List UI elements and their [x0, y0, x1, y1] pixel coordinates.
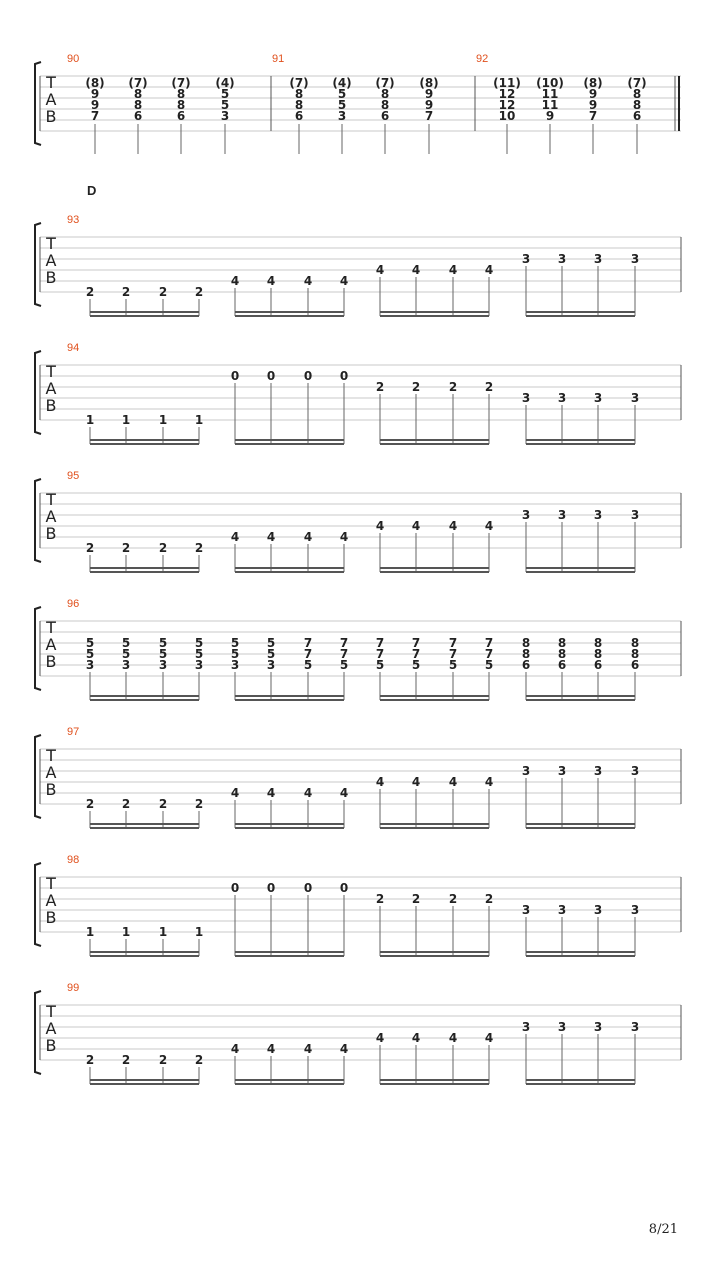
fret-number: 4 [230, 1042, 240, 1056]
fret-number: 3 [521, 252, 531, 266]
fret-number: 6 [557, 658, 567, 672]
fret-number: 8 [630, 636, 640, 650]
fret-number: 5 [194, 647, 204, 661]
bar-number: 92 [476, 53, 489, 65]
fret-number: 4 [339, 1042, 349, 1056]
fret-number: 5 [220, 98, 230, 112]
fret-number: 12 [498, 98, 516, 112]
tab-clef-letter: B [45, 396, 57, 415]
fret-number: 2 [375, 892, 385, 906]
fret-number: 3 [266, 658, 276, 672]
fret-number: 7 [303, 636, 313, 650]
fret-number: 4 [266, 530, 276, 544]
fret-number: 2 [85, 541, 95, 555]
fret-number: 8 [380, 87, 390, 101]
tab-clef-letter: A [45, 635, 57, 654]
bar-number: 98 [67, 854, 80, 866]
fret-number: 0 [339, 881, 349, 895]
fret-number: 3 [557, 1020, 567, 1034]
bar-number: 96 [67, 598, 80, 610]
fret-number: (8) [85, 76, 105, 90]
bar-number: 97 [67, 726, 80, 738]
fret-number: 4 [411, 775, 421, 789]
staff-system [35, 726, 681, 828]
fret-number: 4 [339, 786, 349, 800]
fret-number: 7 [339, 647, 349, 661]
fret-number: 4 [230, 530, 240, 544]
fret-number: 7 [424, 109, 434, 123]
tab-clef-letter: T [46, 362, 56, 381]
fret-number: 4 [448, 775, 458, 789]
fret-number: 1 [121, 925, 131, 939]
fret-number: 3 [521, 508, 531, 522]
fret-number: 0 [266, 881, 276, 895]
fret-number: 5 [158, 636, 168, 650]
fret-number: 2 [121, 1053, 131, 1067]
fret-number: (4) [215, 76, 235, 90]
fret-number: 12 [498, 87, 516, 101]
fret-number: 7 [484, 647, 494, 661]
fret-number: 8 [630, 647, 640, 661]
fret-number: 4 [484, 775, 494, 789]
fret-number: 7 [411, 647, 421, 661]
fret-number: 3 [630, 508, 640, 522]
fret-number: 4 [230, 786, 240, 800]
fret-number: 9 [90, 98, 100, 112]
fret-number: 3 [85, 658, 95, 672]
fret-number: 5 [85, 636, 95, 650]
fret-number: 4 [303, 1042, 313, 1056]
fret-number: 0 [303, 881, 313, 895]
fret-number: 5 [411, 658, 421, 672]
fret-number: 5 [194, 636, 204, 650]
tab-clef-letter: B [45, 268, 57, 287]
fret-number: (7) [375, 76, 395, 90]
fret-number: 4 [411, 519, 421, 533]
fret-number: 2 [85, 797, 95, 811]
fret-number: 3 [593, 391, 603, 405]
fret-number: 4 [303, 274, 313, 288]
tab-clef-letter: A [45, 90, 57, 109]
staff-system [35, 342, 681, 444]
fret-number: 8 [380, 98, 390, 112]
tab-clef-letter: T [46, 874, 56, 893]
fret-number: 7 [484, 636, 494, 650]
fret-number: 3 [337, 109, 347, 123]
fret-number: 7 [448, 636, 458, 650]
staff-system [35, 854, 681, 956]
section-marker: D [87, 183, 97, 198]
tab-clef-letter: A [45, 763, 57, 782]
fret-number: 1 [158, 925, 168, 939]
fret-number: 9 [545, 109, 555, 123]
fret-number: 6 [521, 658, 531, 672]
fret-number: 8 [593, 636, 603, 650]
fret-number: 2 [194, 797, 204, 811]
fret-number: 2 [85, 285, 95, 299]
staff-system [35, 470, 681, 572]
fret-number: 3 [121, 658, 131, 672]
fret-number: 2 [448, 380, 458, 394]
fret-number: 5 [448, 658, 458, 672]
fret-number: 7 [339, 636, 349, 650]
fret-number: (11) [493, 76, 521, 90]
fret-number: 4 [484, 519, 494, 533]
fret-number: 2 [375, 380, 385, 394]
fret-number: 5 [303, 658, 313, 672]
fret-number: 5 [121, 647, 131, 661]
fret-number: 3 [593, 508, 603, 522]
tab-clef-letter: T [46, 618, 56, 637]
fret-number: 4 [484, 263, 494, 277]
fret-number: 0 [230, 369, 240, 383]
fret-number: 7 [411, 636, 421, 650]
fret-number: 4 [266, 1042, 276, 1056]
fret-number: 7 [90, 109, 100, 123]
tab-clef-letter: T [46, 1002, 56, 1021]
fret-number: 8 [133, 87, 143, 101]
fret-number: 0 [230, 881, 240, 895]
fret-number: 8 [294, 98, 304, 112]
fret-number: 3 [557, 391, 567, 405]
fret-number: 3 [630, 764, 640, 778]
staff-system [35, 53, 681, 154]
fret-number: 4 [448, 263, 458, 277]
fret-number: 0 [339, 369, 349, 383]
fret-number: 4 [375, 519, 385, 533]
tab-clef-letter: T [46, 73, 56, 92]
fret-number: 2 [194, 541, 204, 555]
fret-number: 8 [133, 98, 143, 112]
fret-number: (7) [627, 76, 647, 90]
bar-number: 94 [67, 342, 80, 354]
fret-number: 9 [424, 98, 434, 112]
fret-number: 2 [85, 1053, 95, 1067]
tab-clef-letter: A [45, 507, 57, 526]
fret-number: (8) [583, 76, 603, 90]
bar-number: 99 [67, 982, 80, 994]
fret-number: 5 [85, 647, 95, 661]
fret-number: 5 [484, 658, 494, 672]
tab-clef-letter: B [45, 524, 57, 543]
fret-number: 1 [121, 413, 131, 427]
fret-number: 3 [593, 252, 603, 266]
tab-clef-letter: A [45, 1019, 57, 1038]
fret-number: 2 [121, 541, 131, 555]
fret-number: 4 [448, 1031, 458, 1045]
fret-number: 3 [593, 1020, 603, 1034]
fret-number: 2 [158, 797, 168, 811]
bar-number: 90 [67, 53, 80, 65]
fret-number: 4 [339, 274, 349, 288]
fret-number: 1 [194, 413, 204, 427]
fret-number: 2 [411, 892, 421, 906]
fret-number: 3 [521, 391, 531, 405]
fret-number: 4 [303, 530, 313, 544]
fret-number: 6 [632, 109, 642, 123]
fret-number: 5 [121, 636, 131, 650]
fret-number: 2 [484, 380, 494, 394]
fret-number: 1 [85, 925, 95, 939]
bar-number: 91 [272, 53, 285, 65]
fret-number: 0 [303, 369, 313, 383]
fret-number: 4 [230, 274, 240, 288]
fret-number: 4 [375, 775, 385, 789]
tab-clef-letter: B [45, 1036, 57, 1055]
fret-number: 4 [339, 530, 349, 544]
fret-number: 4 [266, 786, 276, 800]
fret-number: 3 [630, 903, 640, 917]
fret-number: 6 [630, 658, 640, 672]
fret-number: 1 [158, 413, 168, 427]
fret-number: 3 [557, 252, 567, 266]
fret-number: 5 [339, 658, 349, 672]
fret-number: 4 [411, 263, 421, 277]
fret-number: 2 [411, 380, 421, 394]
fret-number: 11 [541, 87, 559, 101]
fret-number: 7 [303, 647, 313, 661]
fret-number: 4 [484, 1031, 494, 1045]
fret-number: 7 [588, 109, 598, 123]
fret-number: (10) [536, 76, 564, 90]
fret-number: 8 [632, 98, 642, 112]
fret-number: 3 [158, 658, 168, 672]
fret-number: 3 [220, 109, 230, 123]
tab-clef-letter: B [45, 652, 57, 671]
bar-number: 93 [67, 214, 80, 226]
fret-number: 3 [557, 903, 567, 917]
fret-number: 4 [448, 519, 458, 533]
fret-number: 4 [375, 1031, 385, 1045]
fret-number: 5 [230, 636, 240, 650]
fret-number: 2 [158, 285, 168, 299]
fret-number: 8 [593, 647, 603, 661]
fret-number: 5 [266, 636, 276, 650]
fret-number: 5 [230, 647, 240, 661]
fret-number: 3 [630, 252, 640, 266]
fret-number: 2 [158, 541, 168, 555]
fret-number: (4) [332, 76, 352, 90]
fret-number: (8) [419, 76, 439, 90]
tab-clef-letter: T [46, 490, 56, 509]
fret-number: 11 [541, 98, 559, 112]
fret-number: 2 [121, 797, 131, 811]
tab-clef-letter: T [46, 746, 56, 765]
fret-number: (7) [171, 76, 191, 90]
page-number: 8/21 [648, 1222, 678, 1237]
fret-number: 9 [588, 98, 598, 112]
fret-number: 5 [266, 647, 276, 661]
fret-number: 3 [557, 764, 567, 778]
fret-number: 8 [521, 647, 531, 661]
tab-clef-letter: A [45, 891, 57, 910]
fret-number: 4 [303, 786, 313, 800]
fret-number: 4 [411, 1031, 421, 1045]
fret-number: 2 [194, 285, 204, 299]
fret-number: 3 [194, 658, 204, 672]
fret-number: 5 [375, 658, 385, 672]
fret-number: 9 [424, 87, 434, 101]
fret-number: 4 [266, 274, 276, 288]
tab-clef-letter: B [45, 780, 57, 799]
fret-number: (7) [289, 76, 309, 90]
fret-number: 6 [380, 109, 390, 123]
fret-number: 2 [194, 1053, 204, 1067]
fret-number: 5 [337, 87, 347, 101]
fret-number: (7) [128, 76, 148, 90]
fret-number: 8 [176, 98, 186, 112]
fret-number: 0 [266, 369, 276, 383]
fret-number: 3 [593, 903, 603, 917]
fret-number: 3 [521, 1020, 531, 1034]
fret-number: 1 [194, 925, 204, 939]
fret-number: 8 [521, 636, 531, 650]
fret-number: 5 [158, 647, 168, 661]
fret-number: 4 [375, 263, 385, 277]
fret-number: 2 [484, 892, 494, 906]
tab-clef-letter: B [45, 908, 57, 927]
fret-number: 3 [521, 764, 531, 778]
fret-number: 8 [176, 87, 186, 101]
tab-clef-letter: A [45, 251, 57, 270]
fret-number: 9 [90, 87, 100, 101]
fret-number: 3 [630, 391, 640, 405]
fret-number: 3 [230, 658, 240, 672]
fret-number: 5 [220, 87, 230, 101]
fret-number: 7 [448, 647, 458, 661]
tab-clef-letter: A [45, 379, 57, 398]
fret-number: 6 [176, 109, 186, 123]
fret-number: 3 [630, 1020, 640, 1034]
fret-number: 8 [294, 87, 304, 101]
fret-number: 7 [375, 647, 385, 661]
fret-number: 9 [588, 87, 598, 101]
fret-number: 1 [85, 413, 95, 427]
tab-clef-letter: B [45, 107, 57, 126]
fret-number: 6 [593, 658, 603, 672]
fret-number: 10 [498, 109, 516, 123]
fret-number: 3 [593, 764, 603, 778]
fret-number: 3 [521, 903, 531, 917]
fret-number: 8 [632, 87, 642, 101]
bar-number: 95 [67, 470, 80, 482]
fret-number: 2 [448, 892, 458, 906]
staff-system [35, 598, 681, 700]
fret-number: 8 [557, 647, 567, 661]
fret-number: 3 [557, 508, 567, 522]
fret-number: 2 [121, 285, 131, 299]
fret-number: 6 [294, 109, 304, 123]
fret-number: 5 [337, 98, 347, 112]
staff-system [35, 982, 681, 1084]
fret-number: 7 [375, 636, 385, 650]
tab-clef-letter: T [46, 234, 56, 253]
fret-number: 6 [133, 109, 143, 123]
fret-number: 8 [557, 636, 567, 650]
fret-number: 2 [158, 1053, 168, 1067]
staff-system [35, 214, 681, 316]
